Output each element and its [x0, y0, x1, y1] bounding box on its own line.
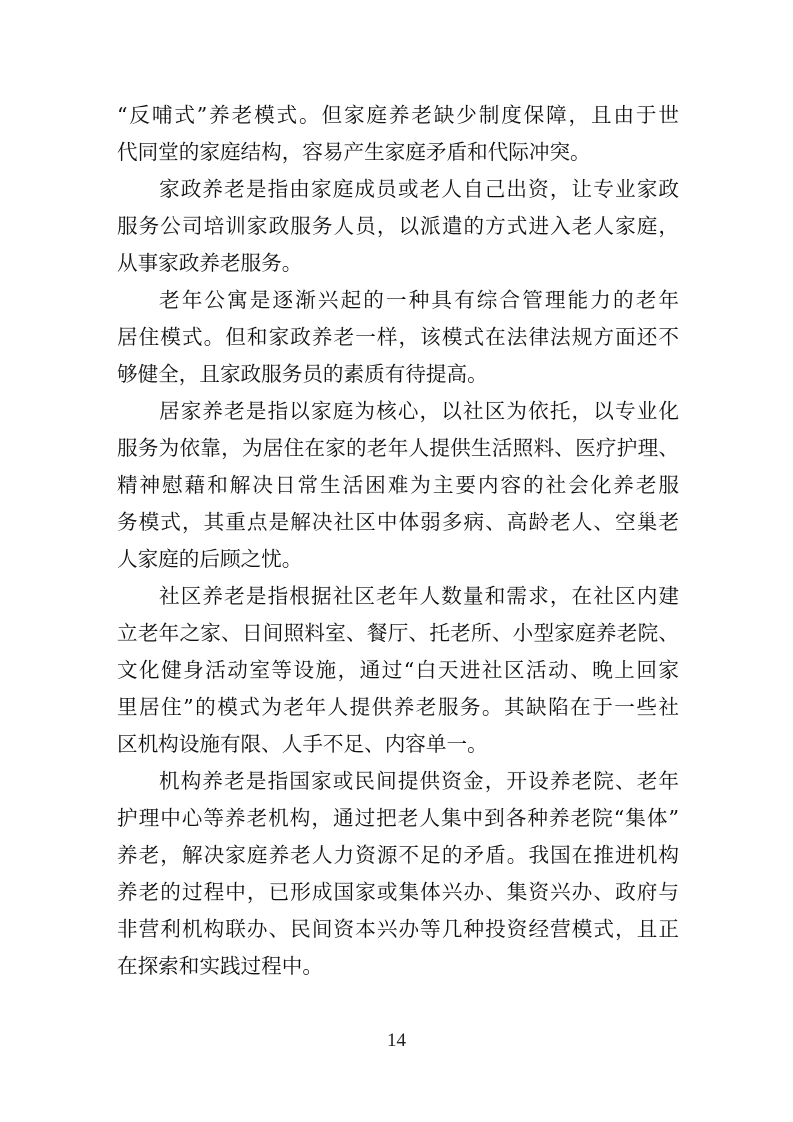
paragraph-2-line-1: 家政养老是指由家庭成员或老人自己出资，让专业家政: [159, 177, 679, 201]
paragraph-6-line-2: 护理中心等养老机构，通过把老人集中到各种养老院“集体”: [117, 806, 679, 830]
page-number: 14: [387, 1030, 406, 1051]
body-text: [117, 97, 679, 985]
paragraph-5-line-3: 文化健身活动室等设施，通过“白天进社区活动、晚上回家: [117, 658, 679, 682]
paragraph-1-line-2: 代同堂的家庭结构，容易产生家庭矛盾和代际冲突。: [117, 140, 591, 164]
paragraph-6-line-1: 机构养老是指国家或民间提供资金，开设养老院、老年: [159, 769, 679, 793]
paragraph-5-line-1: 社区养老是指根据社区老年人数量和需求，在社区内建: [159, 584, 679, 608]
paragraph-6-line-4: 养老的过程中，已形成国家或集体兴办、集资兴办、政府与: [117, 880, 679, 904]
paragraph-4-line-5: 人家庭的后顾之忧。: [117, 547, 303, 571]
paragraph-2-line-2: 服务公司培训家政服务人员，以派遣的方式进入老人家庭，: [117, 214, 679, 238]
paragraph-5-line-5: 区机构设施有限、人手不足、内容单一。: [117, 732, 488, 756]
paragraph-4-line-4: 务模式，其重点是解决社区中体弱多病、高龄老人、空巢老: [117, 510, 679, 534]
paragraph-4-line-3: 精神慰藉和解决日常生活困难为主要内容的社会化养老服: [117, 473, 679, 497]
paragraph-6-line-5: 非营利机构联办、民间资本兴办等几种投资经营模式，且正: [117, 917, 679, 941]
paragraph-6-line-6: 在探索和实践过程中。: [117, 954, 323, 978]
paragraph-5-line-2: 立老年之家、日间照料室、餐厅、托老所、小型家庭养老院、: [117, 621, 679, 645]
paragraph-6-line-3: 养老，解决家庭养老人力资源不足的矛盾。我国在推进机构: [117, 843, 679, 867]
paragraph-1-line-1: “反哺式”养老模式。但家庭养老缺少制度保障，且由于世: [117, 103, 679, 127]
paragraph-3-line-1: 老年公寓是逐渐兴起的一种具有综合管理能力的老年: [159, 288, 679, 312]
paragraph-4-line-2: 服务为依靠，为居住在家的老年人提供生活照料、医疗护理、: [117, 436, 679, 460]
paragraph-3-line-3: 够健全，且家政服务员的素质有待提高。: [117, 362, 488, 386]
paragraph-2-line-3: 从事家政养老服务。: [117, 251, 303, 275]
paragraph-5-line-4: 里居住”的模式为老年人提供养老服务。其缺陷在于一些社: [117, 695, 679, 719]
paragraph-4-line-1: 居家养老是指以家庭为核心，以社区为依托，以专业化: [159, 399, 679, 423]
paragraph-3-line-2: 居住模式。但和家政养老一样，该模式在法律法规方面还不: [117, 325, 679, 349]
